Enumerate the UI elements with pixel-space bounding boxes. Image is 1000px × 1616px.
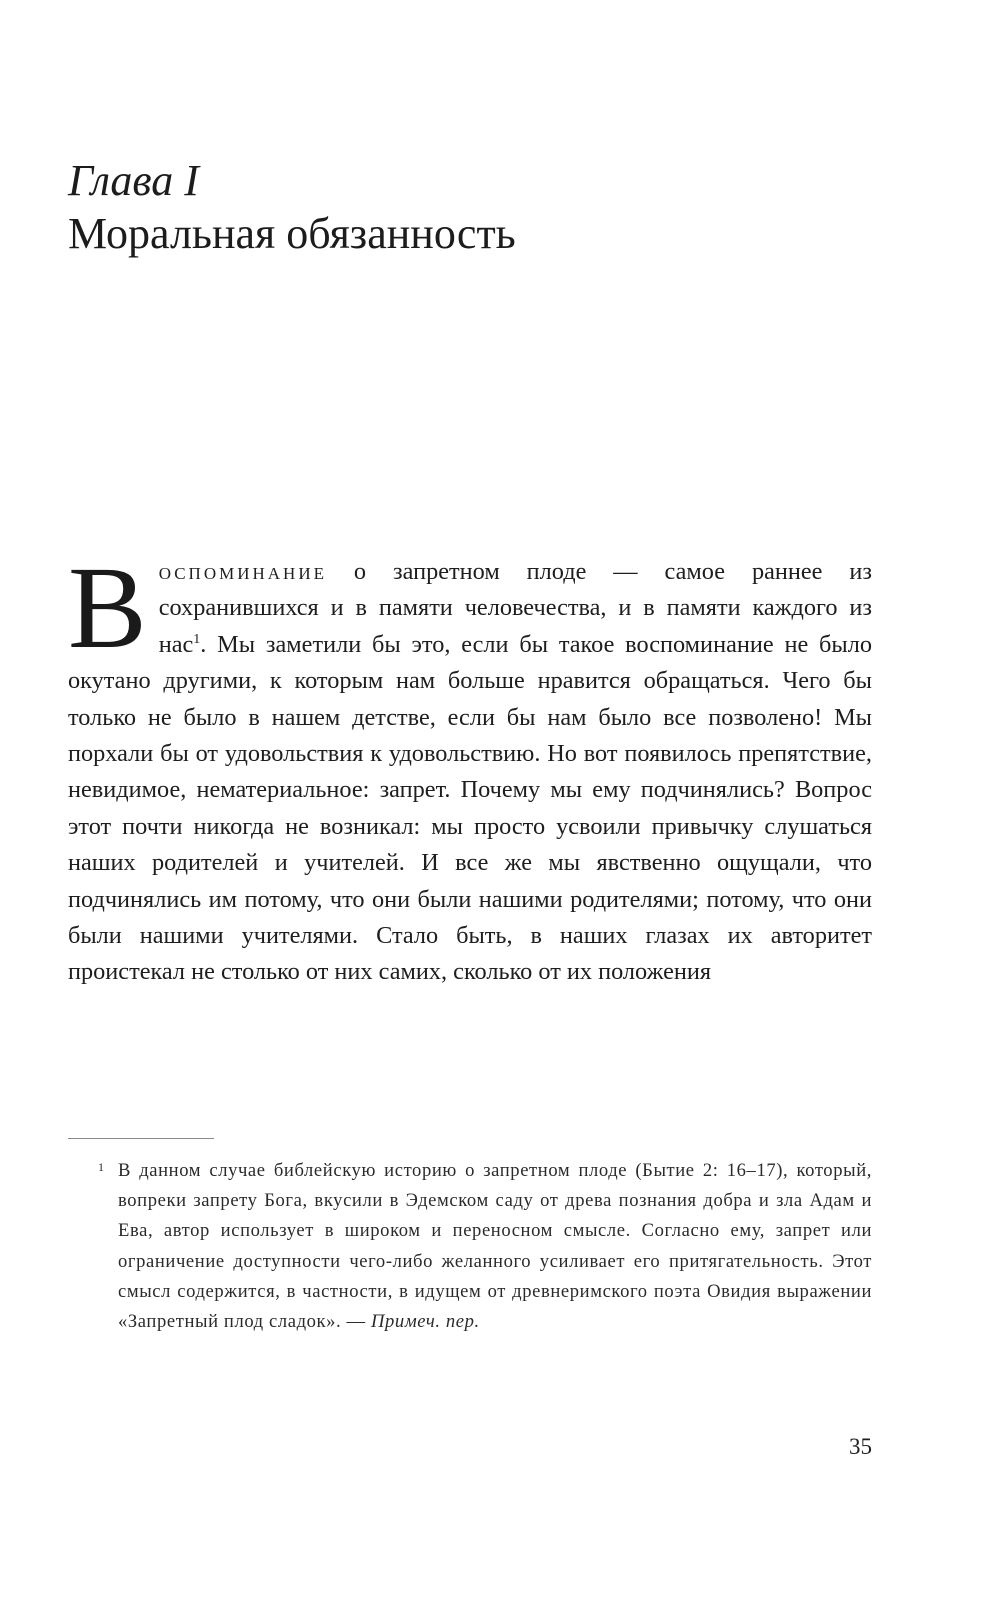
footnote-divider bbox=[68, 1138, 214, 1139]
translator-note: Примеч. пер. bbox=[371, 1311, 480, 1333]
footnote-reference[interactable]: 1 bbox=[193, 631, 201, 647]
page-number: 35 bbox=[849, 1434, 872, 1459]
body-text-part-1: о запретном плоде — самое раннее из сохранившихся и в памяти человечества, и в памяти каждого из нас bbox=[158, 558, 872, 658]
chapter-label: Глава I bbox=[68, 156, 199, 205]
drop-cap: В bbox=[68, 542, 147, 673]
footnote bbox=[98, 1156, 872, 1337]
footnote-text: В данном случае библейскую историю о запретном плоде (Бытие 2: 16–17), который, вопреки запрету Бога, вкусили в Эдемском саду от древа познания добра и зла Адам и Ева, автор использует в широком и переносном смысле. Согласно ему, запрет или ограничение доступности чего-либо желанного усиливает его притягательность. Этот смысл содержится, в частности, в идущем от древнеримского поэта Овидия выражении «Запретный плод сладок». — bbox=[118, 1160, 872, 1333]
body-paragraph bbox=[68, 542, 872, 991]
chapter-title: Моральная обязанность bbox=[68, 209, 516, 258]
footnote-number: 1 bbox=[98, 1160, 105, 1174]
body-text-part-2: . Мы заметили бы это, если бы такое воспоминание не было окутано другими, к которым нам больше нравится обращаться. Чего бы только не было в нашем детстве, если бы нам было все позволено! Мы порхали бы от удовольствия к удовольствию. Но вот появилось препятствие, невидимое, нематериальное: запрет. Почему мы ему подчинялись? Вопрос этот почти никогда не возникал: мы просто усвоили привычку слушаться наших родителей и учителей. И все же мы явственно ощущали, что подчинялись им потому, что они были нашими родителями; потому, что они были нашими учителями. Стало быть, в наших глазах их авторитет проистекал не столько от них самих, сколько от их положения bbox=[68, 630, 872, 986]
lead-word: оспоминание bbox=[158, 558, 327, 585]
